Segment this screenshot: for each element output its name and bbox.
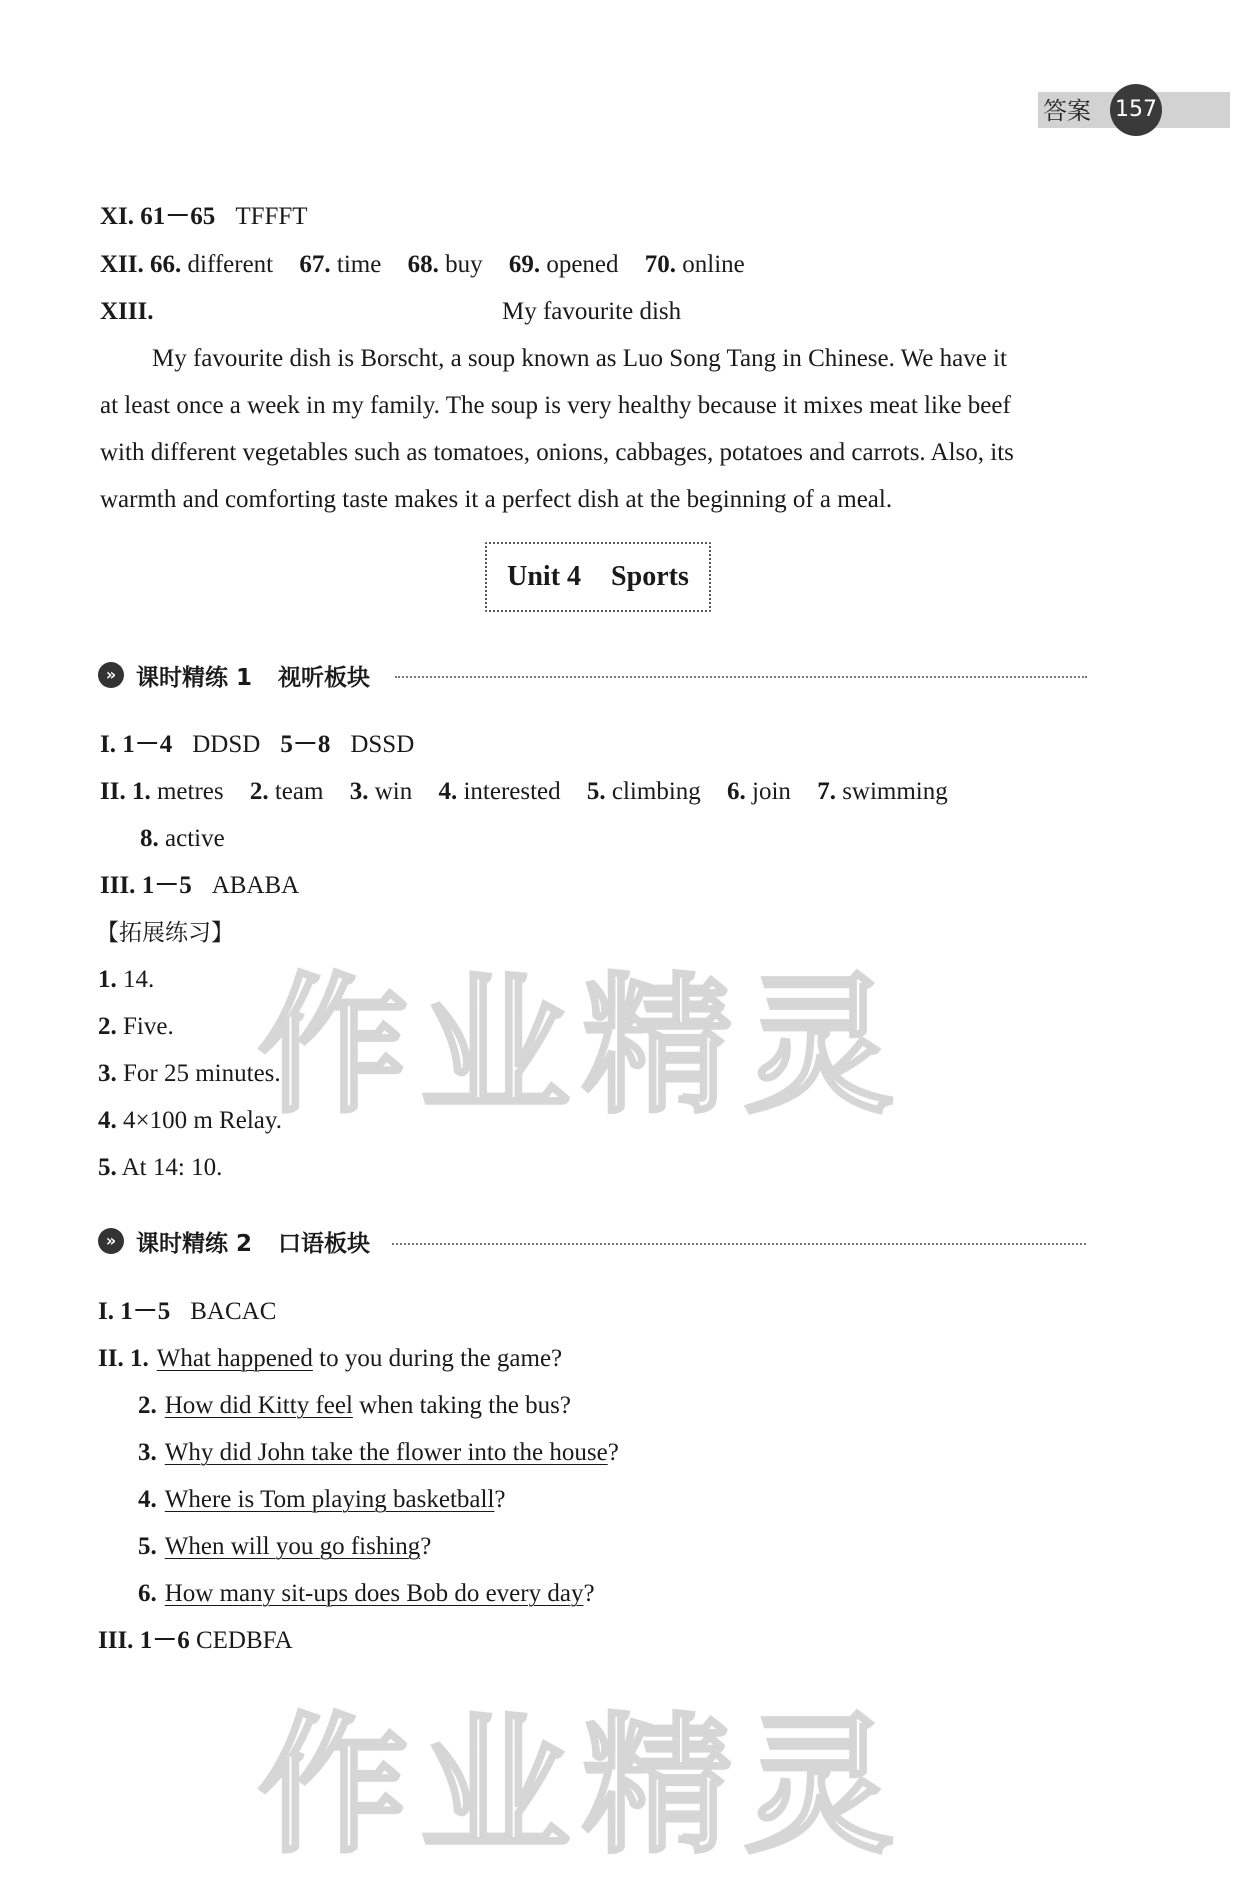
- answer-xi: XI. 61－65 TFFFT: [100, 203, 308, 230]
- section-heading-1-title: 课时精练 1: [136, 664, 253, 691]
- double-chevron-icon: »: [98, 1228, 124, 1254]
- page-number: 157: [1110, 84, 1162, 136]
- unit-title-box: [485, 542, 711, 612]
- watermark: 作业精灵: [258, 1700, 907, 1874]
- essay-title: My favourite dish: [502, 298, 682, 325]
- section-heading-1: [98, 658, 370, 692]
- s1-answer-iii: III. 1－5 ABABA: [100, 872, 300, 899]
- extension-item: 5. At 14: 10.: [98, 1154, 223, 1181]
- s1-answer-ii-cont: 8. active: [140, 825, 225, 852]
- s1-answer-i: I. 1－4 DDSD 5－8 DSSD: [100, 731, 415, 758]
- header-label: 答案: [1043, 97, 1091, 125]
- s2-answer-ii-item: 3. Why did John take the flower into the house?: [138, 1439, 619, 1466]
- section-heading-2-title: 课时精练 2: [136, 1230, 253, 1257]
- s2-answer-iii: III. 1－6 CEDBFA: [98, 1627, 293, 1654]
- section-heading-2: [98, 1224, 370, 1258]
- s2-answer-ii-item: 5. When will you go fishing?: [138, 1533, 432, 1560]
- essay-line-3: with different vegetables such as tomatoes, onions, cabbages, potatoes and carrots. Also, its: [100, 439, 1014, 466]
- extension-label: 【拓展练习】: [96, 920, 234, 946]
- extension-item: 2. Five.: [98, 1013, 174, 1040]
- section-rule-1: [395, 676, 1087, 678]
- unit-title: Sports: [611, 561, 689, 592]
- extension-item: 4. 4×100 m Relay.: [98, 1107, 282, 1134]
- essay-line-2: at least once a week in my family. The soup is very healthy because it mixes meat like beef: [100, 392, 1011, 419]
- answer-xiii-label: XIII.: [100, 298, 154, 325]
- section-heading-1-sub: 视听板块: [278, 664, 371, 691]
- s2-answer-ii-item: 6. How many sit-ups does Bob do every day?: [138, 1580, 595, 1607]
- s2-answer-i: I. 1－5 BACAC: [98, 1298, 277, 1325]
- extension-item: 1. 14.: [98, 966, 155, 993]
- s2-answer-ii-item: 4. Where is Tom playing basketball?: [138, 1486, 506, 1513]
- section-rule-2: [392, 1243, 1086, 1245]
- double-chevron-icon: »: [98, 662, 124, 688]
- essay-line-4: warmth and comforting taste makes it a perfect dish at the beginning of a meal.: [100, 486, 893, 513]
- section-heading-2-sub: 口语板块: [278, 1230, 371, 1257]
- unit-number: Unit 4: [507, 561, 582, 592]
- s1-answer-ii: II. 1. metres 2. team 3. win 4. interested 5. climbing 6. join 7. swimming: [100, 778, 948, 805]
- s2-answer-ii-1: II. 1. What happened to you during the game?: [98, 1345, 563, 1372]
- essay-line-1: My favourite dish is Borscht, a soup known as Luo Song Tang in Chinese. We have it: [152, 345, 1007, 372]
- answer-xii: XII. 66. different 67. time 68. buy 69. opened 70. online: [100, 251, 745, 278]
- s2-answer-ii-item: 2. How did Kitty feel when taking the bus?: [138, 1392, 571, 1419]
- watermark: 作业精灵: [258, 960, 907, 1134]
- extension-item: 3. For 25 minutes.: [98, 1060, 281, 1087]
